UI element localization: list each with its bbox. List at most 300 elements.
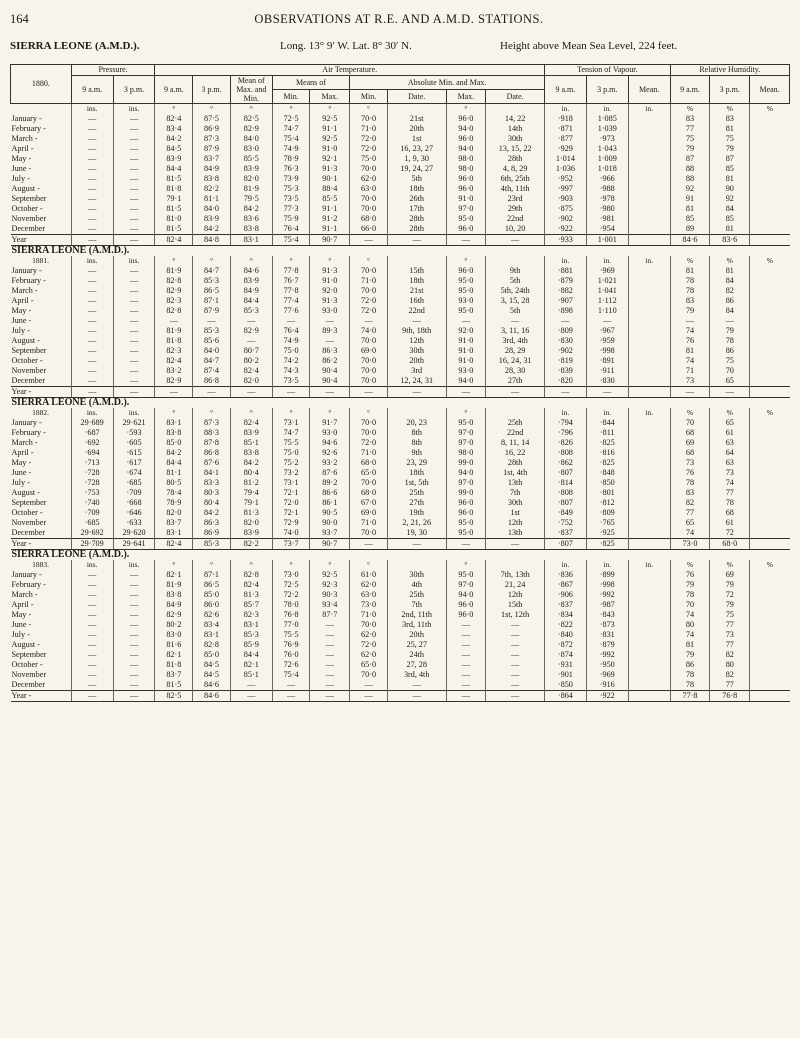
- table-cell: [750, 144, 790, 154]
- table-cell: [750, 508, 790, 518]
- page-title: OBSERVATIONS AT R.E. AND A.M.D. STATIONS.: [254, 12, 544, 26]
- year-summary-cell: —: [310, 387, 350, 398]
- table-cell: [750, 458, 790, 468]
- table-cell: ·816: [586, 448, 628, 458]
- table-cell: 83·2: [155, 366, 193, 376]
- table-cell: —: [71, 184, 113, 194]
- year-summary-row: [11, 387, 790, 398]
- table-cell: 85·3: [193, 326, 231, 336]
- table-cell: 72·0: [350, 640, 388, 650]
- table-cell: ·668: [113, 498, 155, 508]
- table-cell: 9th: [387, 448, 446, 458]
- table-cell: [628, 528, 670, 539]
- table-cell: 4, 8, 29: [486, 164, 545, 174]
- year-summary-row: [11, 235, 790, 246]
- table-cell: ·918: [544, 114, 586, 124]
- table-cell: ·809: [586, 508, 628, 518]
- table-cell: —: [113, 154, 155, 164]
- units-row: [11, 104, 790, 115]
- table-cell: 63: [710, 458, 750, 468]
- table-cell: ·950: [586, 660, 628, 670]
- table-cell: [628, 650, 670, 660]
- table-cell: 82·4: [155, 114, 193, 124]
- table-cell: [750, 214, 790, 224]
- table-cell: ·906: [544, 590, 586, 600]
- table-cell: —: [71, 124, 113, 134]
- table-cell: 7th: [387, 600, 446, 610]
- abs-max-date-header: Date.: [486, 90, 545, 104]
- table-cell: 1·039: [586, 124, 628, 134]
- table-cell: 74·7: [272, 124, 310, 134]
- year-label: 1883.: [32, 560, 50, 569]
- table-cell: [750, 124, 790, 134]
- table-cell: —: [71, 174, 113, 184]
- table-cell: 83·4: [155, 124, 193, 134]
- table-cell: 78·9: [155, 498, 193, 508]
- table-cell: ·753: [71, 488, 113, 498]
- table-cell: [750, 326, 790, 336]
- table-cell: 94·0: [446, 144, 486, 154]
- table-cell: —: [230, 336, 272, 346]
- unit-label: °: [230, 104, 272, 115]
- table-cell: —: [113, 296, 155, 306]
- year-summary-cell: —: [71, 235, 113, 246]
- table-row: [11, 590, 790, 600]
- table-cell: ·967: [586, 326, 628, 336]
- table-cell: [750, 336, 790, 346]
- table-cell: 91·0: [446, 194, 486, 204]
- table-cell: [628, 518, 670, 528]
- year-summary-cell: —: [155, 387, 193, 398]
- table-cell: —: [71, 600, 113, 610]
- table-cell: 91·7: [310, 418, 350, 428]
- table-cell: —: [71, 326, 113, 336]
- unit-label: °: [230, 256, 272, 266]
- table-row: [11, 336, 790, 346]
- table-cell: 16, 24, 31: [486, 356, 545, 366]
- table-cell: 92·5: [310, 570, 350, 580]
- table-cell: 12th: [486, 518, 545, 528]
- table-cell: [750, 316, 790, 326]
- year-summary-cell: ·825: [586, 539, 628, 550]
- table-cell: —: [272, 680, 310, 691]
- table-cell: 73·1: [272, 478, 310, 488]
- table-cell: 1·041: [586, 286, 628, 296]
- table-cell: ·998: [586, 346, 628, 356]
- table-cell: 73·5: [272, 376, 310, 387]
- table-cell: [628, 316, 670, 326]
- table-cell: 75·4: [272, 134, 310, 144]
- table-cell: —: [446, 620, 486, 630]
- unit-label: %: [710, 408, 750, 418]
- table-cell: 75·3: [272, 184, 310, 194]
- table-cell: ·969: [586, 266, 628, 276]
- table-cell: 27th: [486, 376, 545, 387]
- table-cell: —: [310, 650, 350, 660]
- unit-label: [387, 408, 446, 418]
- table-cell: 23rd: [486, 194, 545, 204]
- year-summary-cell: 73·7: [272, 539, 310, 550]
- table-cell: 83·6: [230, 214, 272, 224]
- table-cell: —: [113, 670, 155, 680]
- table-cell: 74·7: [272, 428, 310, 438]
- table-cell: 3rd, 4th: [387, 670, 446, 680]
- table-row: [11, 296, 790, 306]
- table-cell: 6th, 25th: [486, 174, 545, 184]
- unit-label: °: [446, 104, 486, 115]
- table-cell: 94·0: [446, 376, 486, 387]
- table-cell: 8th: [387, 428, 446, 438]
- table-cell: 81·5: [155, 224, 193, 235]
- table-cell: 77·0: [272, 620, 310, 630]
- year-summary-cell: 90·7: [310, 235, 350, 246]
- month-label: October -: [11, 204, 43, 213]
- year-summary-cell: —: [230, 387, 272, 398]
- table-cell: 78: [670, 670, 710, 680]
- month-label: April -: [11, 448, 34, 457]
- table-cell: —: [71, 580, 113, 590]
- table-cell: —: [486, 660, 545, 670]
- table-cell: 17th: [387, 204, 446, 214]
- unit-label: ins.: [71, 408, 113, 418]
- table-cell: 95·0: [446, 276, 486, 286]
- table-cell: [628, 184, 670, 194]
- table-cell: ·988: [586, 184, 628, 194]
- table-cell: —: [113, 650, 155, 660]
- table-cell: —: [71, 134, 113, 144]
- page-number: 164: [10, 12, 29, 26]
- table-cell: 1·021: [586, 276, 628, 286]
- table-cell: —: [310, 336, 350, 346]
- means-of-header: Means of: [272, 76, 349, 90]
- table-cell: 1st, 12th: [486, 610, 545, 620]
- table-cell: 70·0: [350, 194, 388, 204]
- table-cell: [750, 478, 790, 488]
- table-cell: 91·0: [446, 356, 486, 366]
- table-cell: [628, 600, 670, 610]
- table-row: [11, 580, 790, 590]
- table-cell: 81·5: [155, 174, 193, 184]
- table-cell: ·980: [586, 204, 628, 214]
- table-cell: 1·009: [586, 154, 628, 164]
- table-cell: 78: [710, 336, 750, 346]
- table-cell: 92: [710, 194, 750, 204]
- table-cell: 76: [670, 336, 710, 346]
- table-cell: 84·9: [230, 286, 272, 296]
- table-row: [11, 124, 790, 134]
- table-cell: —: [113, 610, 155, 620]
- table-cell: ·881: [544, 266, 586, 276]
- table-cell: 2, 21, 26: [387, 518, 446, 528]
- table-cell: 81·1: [155, 468, 193, 478]
- unit-label: °: [446, 408, 486, 418]
- table-cell: 91·0: [446, 336, 486, 346]
- table-cell: —: [670, 316, 710, 326]
- table-cell: 75: [710, 134, 750, 144]
- table-cell: 69: [670, 438, 710, 448]
- unit-label: °: [350, 256, 388, 266]
- table-cell: ·728: [71, 468, 113, 478]
- table-cell: ·830: [544, 336, 586, 346]
- table-cell: 87·6: [193, 458, 231, 468]
- table-cell: 91·2: [310, 214, 350, 224]
- table-row: [11, 418, 790, 428]
- table-row: [11, 154, 790, 164]
- year-summary-cell: 77·8: [670, 691, 710, 702]
- table-cell: 85·6: [193, 336, 231, 346]
- unit-label: %: [710, 560, 750, 570]
- table-cell: 96·0: [446, 134, 486, 144]
- table-cell: 13th: [486, 528, 545, 539]
- table-cell: —: [113, 316, 155, 326]
- table-cell: 85·7: [230, 600, 272, 610]
- table-cell: 1st: [387, 134, 446, 144]
- table-cell: —: [71, 144, 113, 154]
- table-cell: —: [310, 680, 350, 691]
- unit-label: %: [670, 256, 710, 266]
- table-cell: ·882: [544, 286, 586, 296]
- table-cell: —: [113, 356, 155, 366]
- table-row: [11, 114, 790, 124]
- table-cell: 77·8: [272, 286, 310, 296]
- table-cell: —: [113, 224, 155, 235]
- table-cell: [628, 590, 670, 600]
- table-cell: [750, 296, 790, 306]
- table-cell: 73·9: [272, 174, 310, 184]
- table-cell: 84·9: [193, 164, 231, 174]
- table-cell: [750, 488, 790, 498]
- table-cell: ·922: [544, 224, 586, 235]
- table-cell: 1·110: [586, 306, 628, 316]
- table-cell: [750, 204, 790, 214]
- table-cell: 61: [710, 428, 750, 438]
- unit-label: °: [193, 408, 231, 418]
- table-cell: 86·3: [193, 518, 231, 528]
- table-row: [11, 286, 790, 296]
- table-cell: 81·3: [230, 508, 272, 518]
- table-cell: 80·4: [230, 468, 272, 478]
- table-cell: ·605: [113, 438, 155, 448]
- month-label: March -: [11, 590, 38, 599]
- table-cell: 21st: [387, 114, 446, 124]
- month-label: October -: [11, 356, 43, 365]
- table-cell: 88·3: [193, 428, 231, 438]
- table-cell: —: [71, 356, 113, 366]
- month-label: September: [11, 498, 47, 507]
- table-cell: 1·014: [544, 154, 586, 164]
- table-cell: 95·0: [446, 214, 486, 224]
- table-cell: 91·0: [446, 346, 486, 356]
- table-cell: ·765: [586, 518, 628, 528]
- table-body: [11, 104, 790, 702]
- table-cell: 87·9: [193, 144, 231, 154]
- table-cell: 73: [710, 630, 750, 640]
- year-summary-cell: —: [310, 691, 350, 702]
- unit-label: in.: [628, 256, 670, 266]
- table-cell: —: [350, 316, 388, 326]
- table-cell: 85·5: [310, 194, 350, 204]
- table-cell: ·952: [544, 174, 586, 184]
- table-cell: 81·8: [155, 660, 193, 670]
- month-label: July -: [11, 326, 30, 335]
- year-summary-cell: —: [710, 387, 750, 398]
- table-cell: 75·0: [272, 448, 310, 458]
- table-cell: 70·0: [350, 164, 388, 174]
- month-label: September: [11, 194, 47, 203]
- table-cell: ·966: [586, 174, 628, 184]
- humidity-9am-header: 9 a.m.: [670, 76, 710, 104]
- table-cell: [628, 376, 670, 387]
- table-cell: 75·0: [272, 346, 310, 356]
- table-cell: 83·7: [155, 518, 193, 528]
- unit-label: in.: [586, 104, 628, 115]
- table-cell: —: [486, 630, 545, 640]
- table-cell: 22nd: [387, 306, 446, 316]
- table-cell: 87·3: [193, 418, 231, 428]
- unit-label: ins.: [113, 256, 155, 266]
- table-cell: 77: [710, 680, 750, 691]
- table-cell: ·954: [586, 224, 628, 235]
- table-cell: 85·9: [230, 640, 272, 650]
- table-cell: ·898: [544, 306, 586, 316]
- table-cell: [628, 580, 670, 590]
- table-cell: 92·0: [446, 326, 486, 336]
- table-cell: ·907: [544, 296, 586, 306]
- table-cell: 88: [670, 164, 710, 174]
- year-summary-cell: —: [387, 691, 446, 702]
- table-cell: 84·4: [155, 458, 193, 468]
- table-cell: —: [71, 376, 113, 387]
- table-cell: ·875: [544, 204, 586, 214]
- table-row: [11, 488, 790, 498]
- table-cell: 1st: [486, 508, 545, 518]
- table-cell: 82·4: [230, 366, 272, 376]
- table-cell: 86·0: [193, 600, 231, 610]
- table-cell: ·831: [586, 630, 628, 640]
- table-cell: —: [71, 114, 113, 124]
- table-cell: 93·2: [310, 458, 350, 468]
- table-cell: —: [71, 570, 113, 580]
- month-label: December: [11, 224, 46, 233]
- table-row: [11, 680, 790, 691]
- table-cell: [628, 620, 670, 630]
- table-cell: 79: [710, 600, 750, 610]
- year-summary-cell: [628, 235, 670, 246]
- table-cell: [628, 458, 670, 468]
- unit-label: °: [272, 408, 310, 418]
- table-cell: 77: [710, 620, 750, 630]
- table-cell: 82·8: [193, 640, 231, 650]
- table-cell: —: [71, 276, 113, 286]
- table-cell: 73·2: [272, 468, 310, 478]
- year-summary-cell: [628, 539, 670, 550]
- table-row: [11, 660, 790, 670]
- table-cell: 91·0: [310, 144, 350, 154]
- table-cell: ·902: [544, 214, 586, 224]
- table-row: [11, 144, 790, 154]
- table-cell: 84·0: [193, 346, 231, 356]
- table-cell: 80·2: [230, 356, 272, 366]
- table-cell: —: [113, 336, 155, 346]
- unit-label: in.: [544, 104, 586, 115]
- table-cell: 82·3: [230, 610, 272, 620]
- table-cell: —: [71, 214, 113, 224]
- table-cell: [628, 114, 670, 124]
- unit-label: °: [310, 256, 350, 266]
- table-cell: —: [71, 266, 113, 276]
- unit-label: in.: [586, 560, 628, 570]
- air-temp-header: Air Temperature.: [155, 65, 544, 76]
- table-cell: 72·1: [272, 488, 310, 498]
- table-cell: 70·0: [350, 366, 388, 376]
- table-row: [11, 204, 790, 214]
- table-cell: 74·2: [272, 356, 310, 366]
- table-cell: 23, 29: [387, 458, 446, 468]
- year-summary-cell: 29·641: [113, 539, 155, 550]
- table-cell: —: [71, 164, 113, 174]
- table-cell: 65: [710, 376, 750, 387]
- month-label: March -: [11, 438, 38, 447]
- table-cell: —: [113, 184, 155, 194]
- table-cell: 67·0: [350, 498, 388, 508]
- month-label: September: [11, 650, 47, 659]
- table-cell: 74: [670, 528, 710, 539]
- table-cell: ·812: [586, 498, 628, 508]
- year-summary-cell: 84·8: [193, 235, 231, 246]
- table-row: [11, 376, 790, 387]
- table-cell: 94·6: [310, 438, 350, 448]
- table-cell: 92·5: [310, 134, 350, 144]
- table-cell: [750, 528, 790, 539]
- table-cell: [750, 428, 790, 438]
- table-cell: —: [387, 680, 446, 691]
- table-cell: 81·2: [230, 478, 272, 488]
- year-summary-cell: [750, 387, 790, 398]
- section-title-row: [11, 398, 790, 409]
- month-label: August -: [11, 640, 40, 649]
- table-cell: 9th: [486, 266, 545, 276]
- table-cell: —: [113, 144, 155, 154]
- year-summary-cell: —: [113, 691, 155, 702]
- table-cell: ·850: [586, 478, 628, 488]
- table-cell: 83·1: [193, 630, 231, 640]
- table-cell: 87·3: [193, 134, 231, 144]
- table-row: [11, 630, 790, 640]
- table-row: [11, 458, 790, 468]
- table-cell: —: [113, 346, 155, 356]
- table-cell: —: [71, 194, 113, 204]
- table-cell: 91·3: [310, 164, 350, 174]
- month-label: June -: [11, 468, 32, 477]
- year-summary-cell: ·807: [544, 539, 586, 550]
- month-label: June -: [11, 164, 32, 173]
- table-cell: 79·1: [155, 194, 193, 204]
- table-cell: 82·4: [230, 580, 272, 590]
- table-cell: 30th: [387, 346, 446, 356]
- table-cell: [628, 670, 670, 680]
- units-row: [11, 408, 790, 418]
- table-cell: 87·9: [193, 306, 231, 316]
- table-cell: 83·7: [155, 670, 193, 680]
- table-cell: 70: [670, 600, 710, 610]
- table-cell: 75·0: [350, 154, 388, 164]
- table-cell: —: [446, 640, 486, 650]
- unit-label: ins.: [71, 104, 113, 115]
- vapour-3pm-header: 3 p.m.: [586, 76, 628, 104]
- table-cell: 82·9: [230, 124, 272, 134]
- year-summary-cell: —: [446, 235, 486, 246]
- table-cell: 97·0: [446, 438, 486, 448]
